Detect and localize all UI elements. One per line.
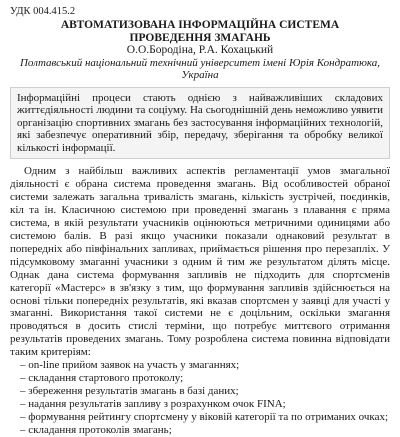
authors: О.О.Бородіна, Р.А. Кохацький [126,44,274,56]
list-item: – надання результатів запливу з розрахунком очок FINA; [20,397,286,410]
abstract-box: Інформаційні процеси стають однією з найважливіших складових життєдіяльності людини та соціуму. На сьогоднішній день неможливо уявити організацію спортивних змагань без застосування інформаційних технологій, які забезпечує оперативний збір, передачу, зберігання та обробку великої кількості інформації. [10,87,390,160]
criteria-list [10,359,390,436]
udc-code: УДК 004.415.2 [10,6,76,17]
list-item: – збереження результатів змагань в базі даних; [20,384,239,397]
list-item: – складання стартового протоколу; [20,371,184,384]
affiliation: Полтавський національний технічний університет імені Юрія Кондратюка, Україна [19,56,380,81]
list-item: – on-line прийом заявок на участь у змаганнях; [20,359,240,372]
list-item: – формування рейтингу спортсмену у віковій категорії та по отриманих очках; [20,410,389,423]
article-title-line-1: АВТОМАТИЗОВАНА ІНФОРМАЦІЙНА СИСТЕМА [60,19,340,31]
article-title-line-2: ПРОВЕДЕННЯ ЗМАГАНЬ [129,31,271,44]
list-item: – складання протоколів змагань; [20,423,172,436]
body-paragraph: Одним з найбільш важливих аспектів регламентації умов змагальної діяльності є обрана система проведення змагань. Від особливостей обраної системи залежать загальна тривалість змагань, кількість зустрічей, поєдинків, кіл та ін. Класичною системою при проведенні змагань з плавання є пряма система, в якій результати учасників оцінюються метричними одиницями або системою балів. В разі якщо учасники показали однаковий результат в попередніх або півфінальних запливах, приймається рішення про перезапліх. У підсумковому змаганні учасники з одним й тим же результатом ділять місце. Однак дана система формування запливів не підходить для спортсменів категорії «Мастерс» в зв'язку з тим, що формування запливів здійснюється на основі тільки попередніх результатів, які вказав спортсмен у заявці для участі у змаганні. Використання такої системи не є доцільним, оскільки змагання проводяться в досить стислі терміни, що потребує миттєвого отримання результатів проведених змагань. Тому розроблена система повинна відповідати таким критеріям: [10,165,390,359]
